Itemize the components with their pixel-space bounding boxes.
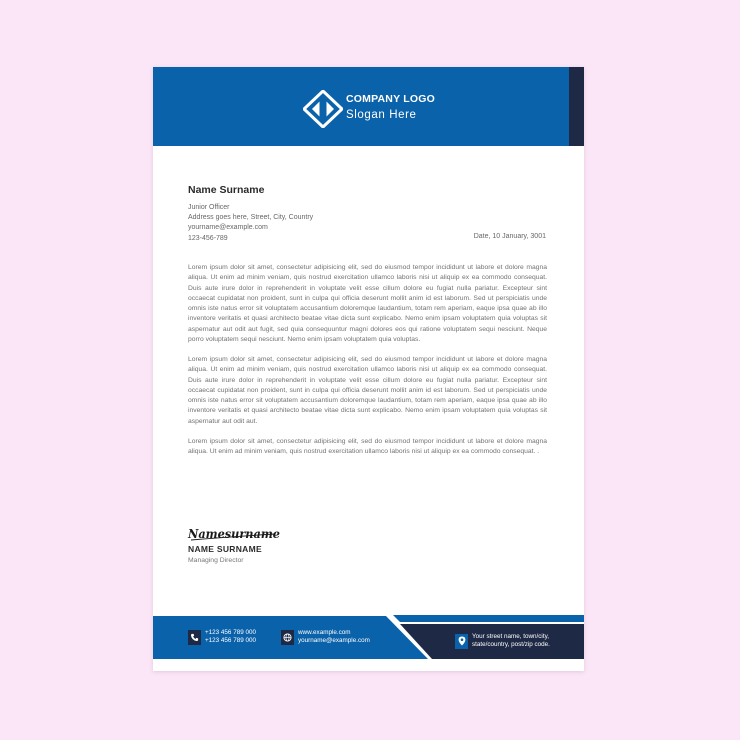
footer-website[interactable]: www.example.com: [298, 629, 351, 636]
globe-icon: [281, 630, 294, 645]
footer-address-line-2: state/country, post/zip code.: [472, 641, 550, 648]
location-pin-icon: [455, 634, 468, 649]
sender-email: yourname@example.com: [188, 224, 268, 232]
company-slogan: Slogan Here: [346, 109, 417, 121]
footer-phone: [188, 629, 256, 645]
logo-text: [346, 93, 435, 123]
footer-phone-1: +123 456 789 000: [205, 629, 256, 636]
footer-address: [455, 633, 550, 649]
signer-block: [188, 544, 262, 564]
diamond-logo-icon: [303, 90, 343, 128]
footer-email[interactable]: yourname@example.com: [298, 637, 370, 644]
sender-position: Junior Officer: [188, 204, 230, 211]
sender-name: Name Surname: [188, 184, 265, 196]
phone-icon: [188, 630, 201, 645]
footer-web: [281, 629, 370, 645]
signer-name: NAME SURNAME: [188, 544, 262, 554]
company-name: COMPANY LOGO: [346, 93, 435, 105]
letter-body: [188, 263, 547, 468]
handwritten-signature: [187, 525, 283, 543]
sender-block: [188, 184, 313, 244]
body-paragraph: Lorem ipsum dolor sit amet, consectetur adipisicing elit, sed do eiusmod tempor incididunt ut labore et dolore magna aliqua. Ut enim ad minim veniam, quis nostrud exercitation ullamco laboris nisi ut aliquip ex ea commodo consequat. Duis aute irure dolor in reprehenderit in voluptate velit esse cillum dolore eu fugiat nulla pariatur. Excepteur sint occaecat cupidatat non proident, sunt in culpa qui officia deserunt mollit anim id est laborum. Sed ut perspiciatis unde omnis iste natus error sit voluptatem accusantium doloremque laudantium, totam rem aperiam, eaque ipsa quae ab illo inventore veritatis et quasi architecto beatae vitae dicta sunt explicabo. Nemo enim ipsam voluptatem quia voluptas sit aspernatur aut odit aut.: [188, 356, 547, 425]
signer-title: Managing Director: [188, 557, 244, 564]
header-accent-bar: [569, 67, 584, 146]
body-paragraph: Lorem ipsum dolor sit amet, consectetur adipisicing elit, sed do eiusmod tempor incididunt ut labore et dolore magna aliqua. Ut enim ad minim veniam, quis nostrud exercitation ullamco laboris nisi ut aliquip ex ea commodo consequat. .: [188, 438, 547, 456]
sender-phone: 123-456-789: [188, 234, 228, 242]
letter-date: Date, 10 January, 3001: [473, 233, 546, 240]
footer-address-line-1: Your street name, town/city,: [472, 633, 549, 640]
footer-phone-2: +123 456 789 000: [205, 637, 256, 644]
letterhead-page: [153, 67, 584, 671]
sender-address: Address goes here, Street, City, Country: [188, 214, 314, 222]
body-paragraph: Lorem ipsum dolor sit amet, consectetur adipisicing elit, sed do eiusmod tempor incididunt ut labore et dolore magna aliqua. Ut enim ad minim veniam, quis nostrud exercitation ullamco laboris nisi ut aliquip ex ea commodo consequat. Duis aute irure dolor in reprehenderit in voluptate velit esse cillum dolore eu fugiat nulla pariatur. Excepteur sint occaecat cupidatat non proident, sunt in culpa qui officia deserunt mollit anim id est laborum. Sed ut perspiciatis unde omnis iste natus error sit voluptatem accusantium doloremque laudantium, totam rem aperiam, eaque ipsa quae ab illo inventore veritatis et quasi architecto beatae vitae dicta sunt explicabo. Nemo enim ipsam voluptatem quia voluptas sit aspernatur aut odit aut fugit, sed quia consequuntur magni dolores eos qui ratione voluptatem sequi nesciunt. Neque porro voluptatem sequi nesciunt. Nemo enim ipsam voluptatem quia voluptas.: [188, 264, 547, 343]
signature-script: Namesurname: [187, 526, 281, 541]
